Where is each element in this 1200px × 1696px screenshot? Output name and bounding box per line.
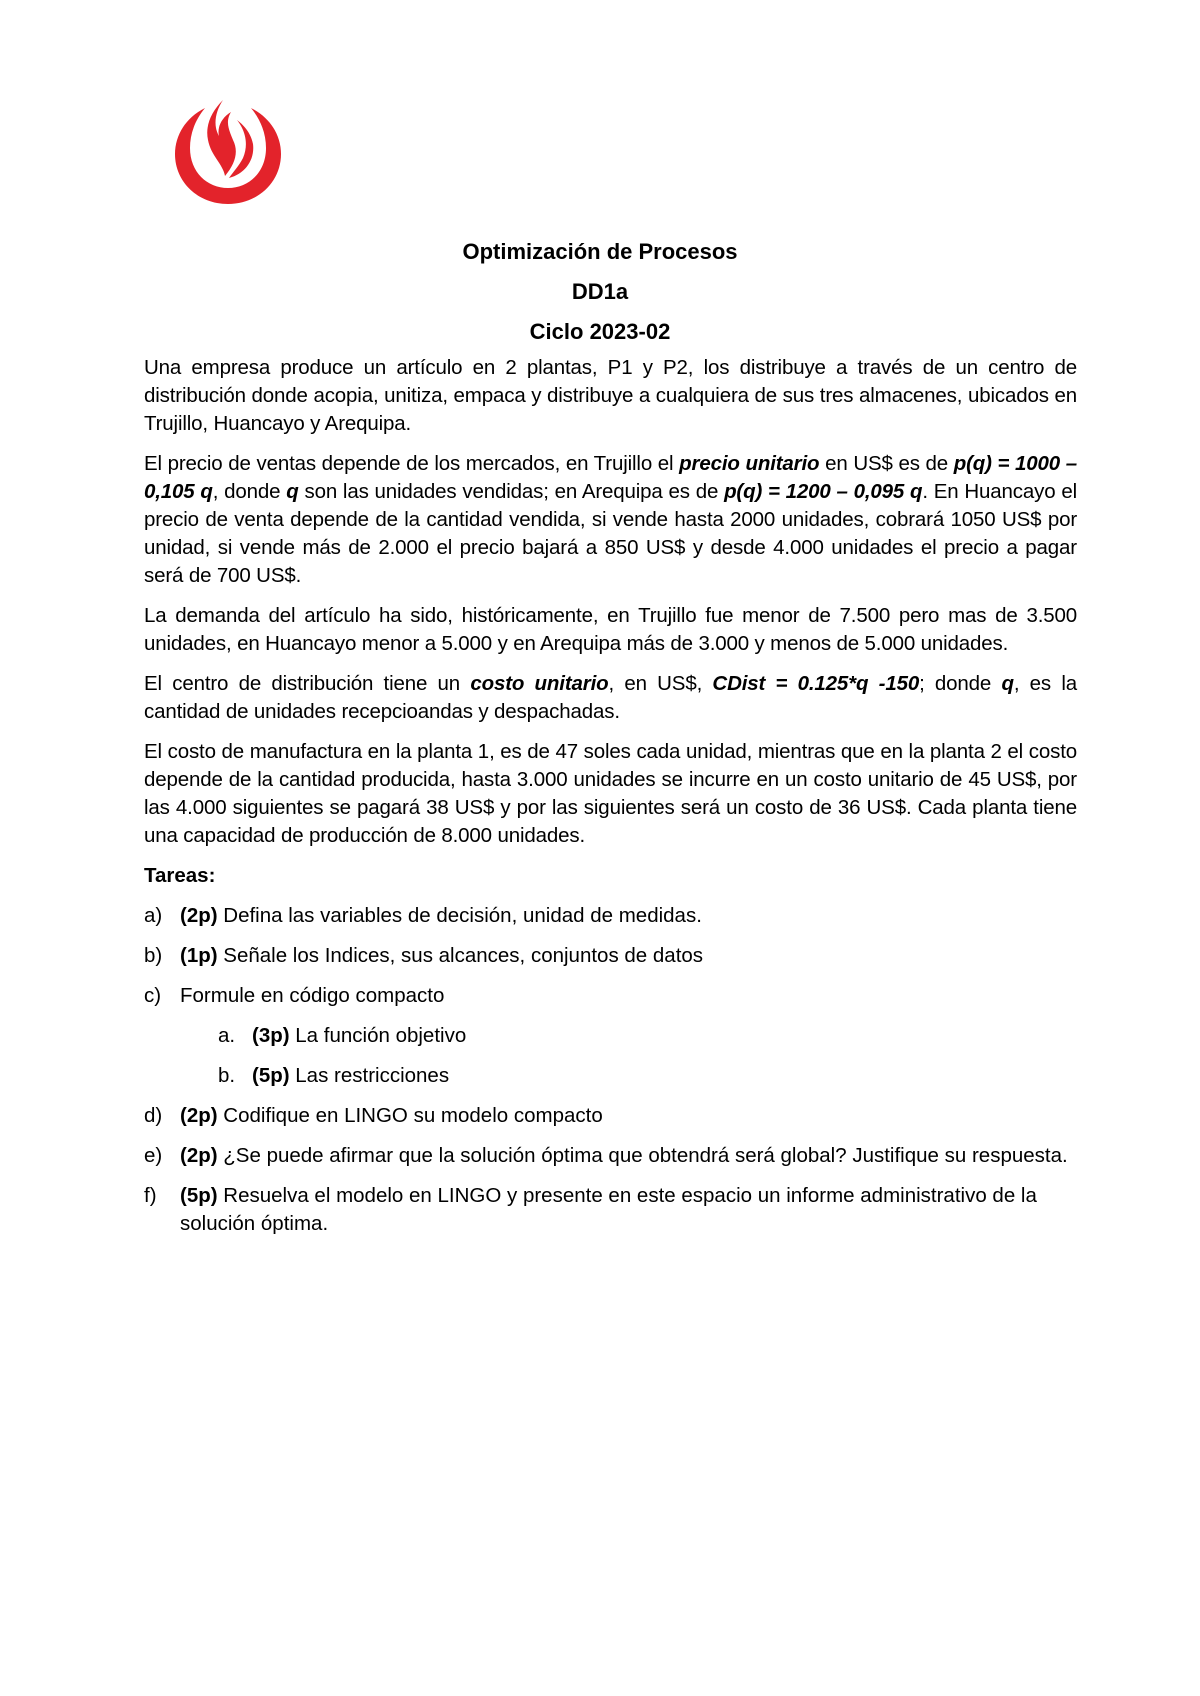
course-title: Optimización de Procesos [462, 239, 738, 264]
document-titles [0, 232, 1200, 352]
task-item-e: e) (2p) ¿Se puede afirmar que la solución óptima que obtendrá será global? Justifique su respuesta. [144, 1144, 1068, 1167]
task-subitem-c-b: b. (5p) Las restricciones [218, 1064, 450, 1087]
task-item-d: d) (2p) Codifique en LINGO su modelo compacto [144, 1104, 603, 1127]
paragraph-demand: La demanda del artículo ha sido, históricamente, en Trujillo fue menor de 7.500 pero mas de 3.500 unidades, en Huancayo menor a 5.000 y en Arequipa más de 3.000 y menos de 5.000 unidades. [144, 604, 1077, 655]
task-item-f: f) (5p) Resuelva el modelo en LINGO y presente en este espacio un informe administrativo de la solución óptima. [144, 1184, 1037, 1235]
upc-flame-logo [175, 100, 281, 204]
paragraph-prices: El precio de ventas depende de los mercados, en Trujillo el precio unitario en US$ es de p(q) = 1000 – 0,105 q, donde q son las unidades vendidas; en Arequipa es de p(q) = 1200 – 0,095 q. En Huancayo el precio de venta depende de la cantidad vendida, si vende hasta 2000 unidades, cobrará 1050 US$ por unidad, si vende más de 2.000 el precio bajará a 850 US$ y desde 4.000 unidades el precio a pagar será de 700 US$. [144, 452, 1078, 587]
tasks-heading: Tareas: [144, 864, 216, 887]
document-body [144, 354, 1077, 1250]
assignment-code: DD1a [571, 279, 629, 304]
paragraph-manufacturing-cost: El costo de manufactura en la planta 1, es de 47 soles cada unidad, mientras que en la planta 2 el costo depende de la cantidad producida, hasta 3.000 unidades se incurre en un costo unitario de 45 US$, por las 4.000 siguientes se pagará 38 US$ y por las siguientes será un costo de 36 US$. Cada planta tiene una capacidad de producción de 8.000 unidades. [144, 740, 1077, 847]
cycle-label: Ciclo 2023-02 [529, 319, 671, 344]
task-item-c: c) Formule en código compacto [144, 984, 445, 1007]
task-item-a: a) (2p) Defina las variables de decisión, unidad de medidas. [144, 904, 702, 927]
paragraph-distribution-cost: El centro de distribución tiene un costo unitario, en US$, CDist = 0.125*q -150; donde q, es la cantidad de unidades recepcioandas y despachadas. [144, 672, 1077, 723]
task-item-b: b) (1p) Señale los Indices, sus alcances, conjuntos de datos [144, 944, 704, 967]
paragraph-company: Una empresa produce un artículo en 2 plantas, P1 y P2, los distribuye a través de un centro de distribución donde acopia, unitiza, empaca y distribuye a cualquiera de sus tres almacenes, ubicados en Trujillo, Huancayo y Arequipa. [144, 356, 1077, 435]
task-subitem-c-a: a. (3p) La función objetivo [218, 1024, 467, 1047]
